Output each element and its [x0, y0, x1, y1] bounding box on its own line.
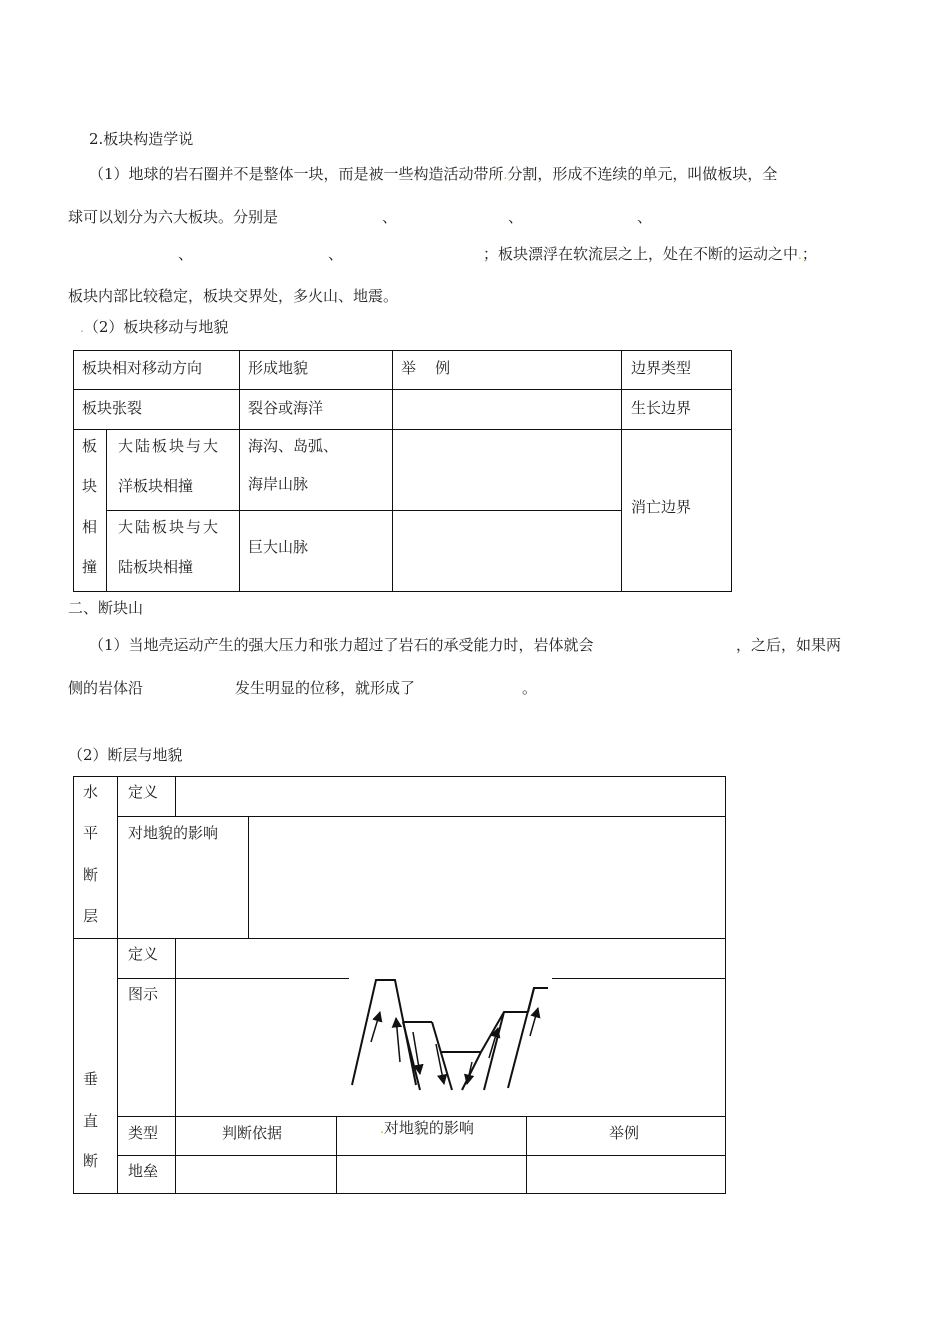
- table-cell: 断: [83, 1152, 99, 1170]
- text-segment: （2）板块移动与地貌: [83, 318, 229, 336]
- table-cell: 海沟、岛弧、: [248, 437, 339, 455]
- dot-mark: .: [798, 248, 802, 262]
- text-segment: 对地貌的影响: [383, 1119, 474, 1137]
- table-cell: 平: [83, 824, 99, 842]
- text-segment: 球可以划分为六大板块。分别是: [68, 208, 279, 226]
- table-cell: 地垒: [128, 1162, 159, 1180]
- table-cell: 消亡边界: [631, 498, 692, 516]
- dot-mark: .: [380, 1122, 384, 1136]
- table-cell: 图示: [128, 985, 159, 1003]
- fault-line: [432, 1022, 452, 1090]
- table-header: 板块相对移动方向: [82, 359, 203, 377]
- table-cell: 断: [83, 866, 99, 884]
- table-cell: 直: [83, 1112, 99, 1130]
- table-cell: 水: [83, 783, 99, 801]
- text-segment: ；板块漂浮在软流层之上，处在不断的运动之中: [483, 245, 799, 263]
- text-segment: ；: [801, 245, 817, 263]
- table-header: 判断依据: [222, 1124, 283, 1142]
- table-header: 举 例: [401, 359, 451, 377]
- dot-mark: .: [80, 321, 84, 335]
- table-cell: 裂谷或海洋: [248, 399, 324, 417]
- table-cell: 定义: [128, 783, 159, 801]
- table-cell: 板块张裂: [82, 399, 143, 417]
- up-arrow: [396, 1018, 400, 1062]
- table-cell: 海岸山脉: [248, 475, 309, 493]
- table-cell: 板: [82, 437, 98, 455]
- text-segment: （1）地球的岩石圈并不是整体一块，而是被一些构造活动带所: [89, 165, 504, 183]
- section-title-fault: 二、断块山: [68, 599, 144, 617]
- table-cell: 块: [82, 477, 98, 495]
- separator: 、: [637, 208, 653, 226]
- fault-line: [508, 988, 534, 1088]
- paragraph-line: 侧的岩体沿: [68, 679, 144, 697]
- table-cell: 生长边界: [631, 399, 692, 417]
- table-header: 边界类型: [631, 359, 692, 377]
- step-surface: [481, 1012, 528, 1052]
- fault-line: [462, 1052, 481, 1090]
- table-header: 类型: [128, 1124, 159, 1142]
- table-header: 形成地貌: [248, 359, 309, 377]
- fault-line: [484, 1012, 504, 1090]
- table-cell: 层: [83, 907, 99, 925]
- separator: 、: [328, 245, 344, 263]
- paragraph-line: 发生明显的位移，就形成了: [235, 679, 416, 697]
- table-cell: 对地貌的影响: [128, 824, 219, 842]
- dot-mark: .: [503, 168, 508, 182]
- table-cell: 巨大山脉: [248, 538, 309, 556]
- table-cell: 垂: [83, 1070, 99, 1088]
- separator: 、: [382, 208, 398, 226]
- paragraph-line: 。: [522, 679, 538, 697]
- table-cell: 大陆板块与大: [118, 437, 221, 455]
- up-arrow: [371, 1012, 380, 1042]
- text-segment: 分割，形成不连续的单元，叫做板块，全: [507, 165, 778, 183]
- table-cell: 定义: [128, 945, 159, 963]
- up-arrow: [530, 1008, 538, 1036]
- paragraph-line: ，之后，如果两: [736, 636, 842, 654]
- fault-profile-lines: [352, 980, 548, 1090]
- paragraph-line: 板块内部比较稳定，板块交界处，多火山、地震。: [68, 287, 399, 305]
- table-cell: 相: [82, 518, 98, 536]
- table-cell: 洋板块相撞: [118, 477, 194, 495]
- table-cell: 撞: [82, 558, 98, 576]
- section-title-plate: 2.板块构造学说: [89, 130, 194, 148]
- subsection-title: （2）断层与地貌: [68, 746, 183, 764]
- paragraph-line: （1）当地壳运动产生的强大压力和张力超过了岩石的承受能力时，岩体就会: [89, 636, 594, 654]
- separator: 、: [178, 245, 194, 263]
- table-header: 举例: [609, 1124, 640, 1142]
- table-cell: 陆板块相撞: [118, 558, 194, 576]
- separator: 、: [508, 208, 524, 226]
- table-cell: 大陆板块与大: [118, 518, 221, 536]
